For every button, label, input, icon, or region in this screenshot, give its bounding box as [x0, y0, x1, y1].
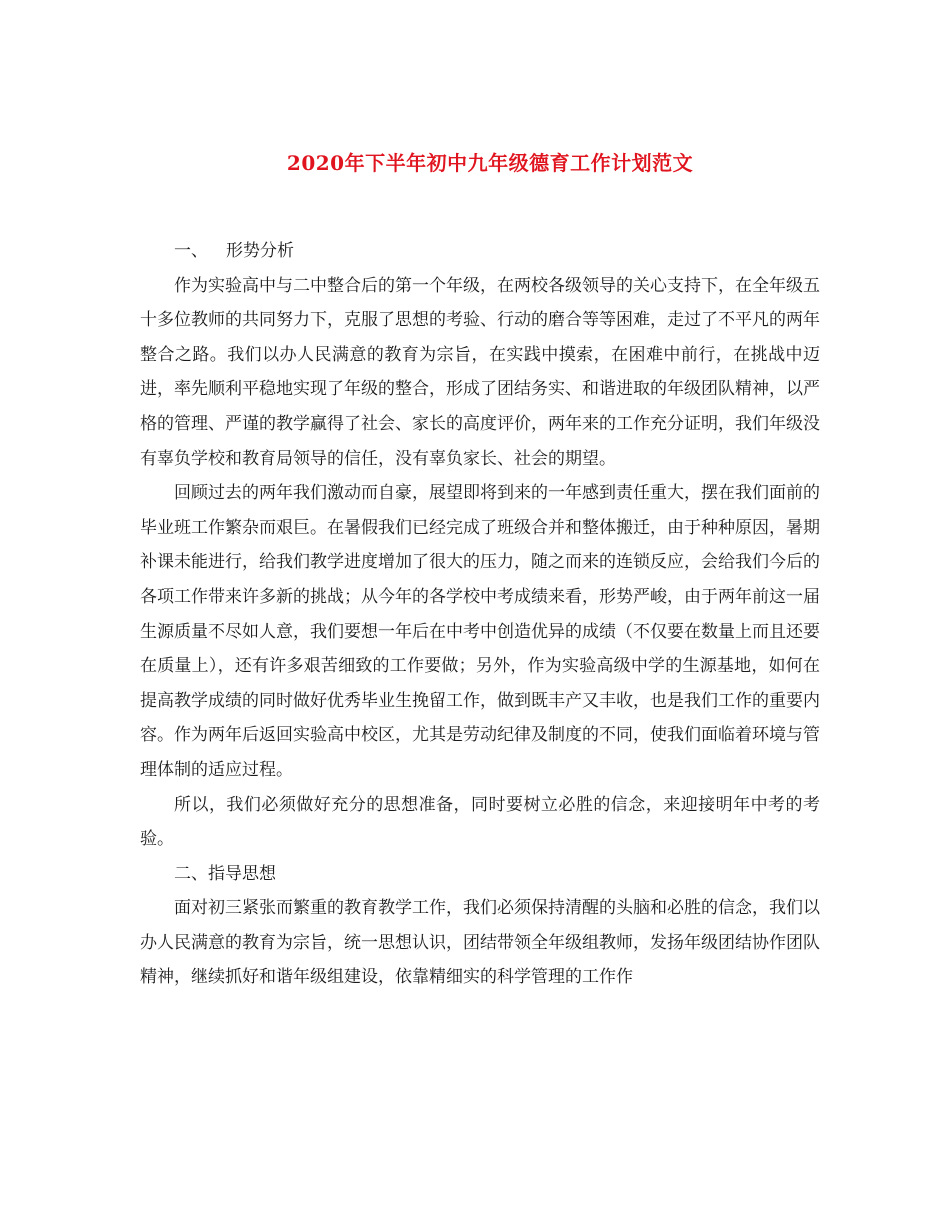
section-number: 一、 — [174, 241, 208, 261]
paragraph: 所以，我们必须做好充分的思想准备，同时要树立必胜的信念，来迎接明年中考的考验。 — [140, 794, 820, 850]
paragraph: 面对初三紧张而繁重的教育教学工作，我们必须保持清醒的头脑和必胜的信念，我们以办人民满意的教育为宗旨，统一思想认识，团结带领全年级组教师，发扬年级团结协作团队精神，继续抓好和谐年级组建设，依靠精细实的科学管理的工作作 — [140, 898, 820, 988]
section-heading-text: 形势分析 — [226, 241, 294, 261]
document-title: 2020年下半年初中九年级德育工作计划范文 — [286, 151, 694, 175]
paragraph: 作为实验高中与二中整合后的第一个年级，在两校各级领导的关心支持下，在全年级五十多位教师的共同努力下，克服了思想的考验、行动的磨合等等困难，走过了不平凡的两年整合之路。我们以办人民满意的教育为宗旨，在实践中摸索，在困难中前行，在挑战中迈进，率先顺利平稳地实现了年级的整合，形成了团结务实、和谐进取的年级团队精神，以严格的管理、严谨的教学赢得了社会、家长的高度评价，两年来的工作充分证明，我们年级没有辜负学校和教育局领导的信任，没有辜负家长、社会的期望。 — [140, 275, 820, 469]
section-heading-situation-analysis — [140, 234, 820, 269]
document-body — [140, 234, 820, 995]
section-heading-text: 二、指导思想 — [174, 863, 276, 884]
paragraph: 回顾过去的两年我们激动而自豪，展望即将到来的一年感到责任重大，摆在我们面前的毕业班工作繁杂而艰巨。在暑假我们已经完成了班级合并和整体搬迁，由于种种原因，暑期补课未能进行，给我们教学进度增加了很大的压力，随之而来的连锁反应，会给我们今后的各项工作带来许多新的挑战；从今年的各学校中考成绩来看，形势严峻，由于两年前这一届生源质量不尽如人意，我们要想一年后在中考中创造优异的成绩（不仅要在数量上而且还要在质量上），还有许多艰苦细致的工作要做；另外，作为实验高级中学的生源基地，如何在提高教学成绩的同时做好优秀毕业生挽留工作，做到既丰产又丰收，也是我们工作的重要内容。作为两年后返回实验高中校区，尤其是劳动纪律及制度的不同，使我们面临着环境与管理体制的适应过程。 — [140, 483, 820, 780]
section-heading-guiding-ideology — [140, 857, 820, 892]
